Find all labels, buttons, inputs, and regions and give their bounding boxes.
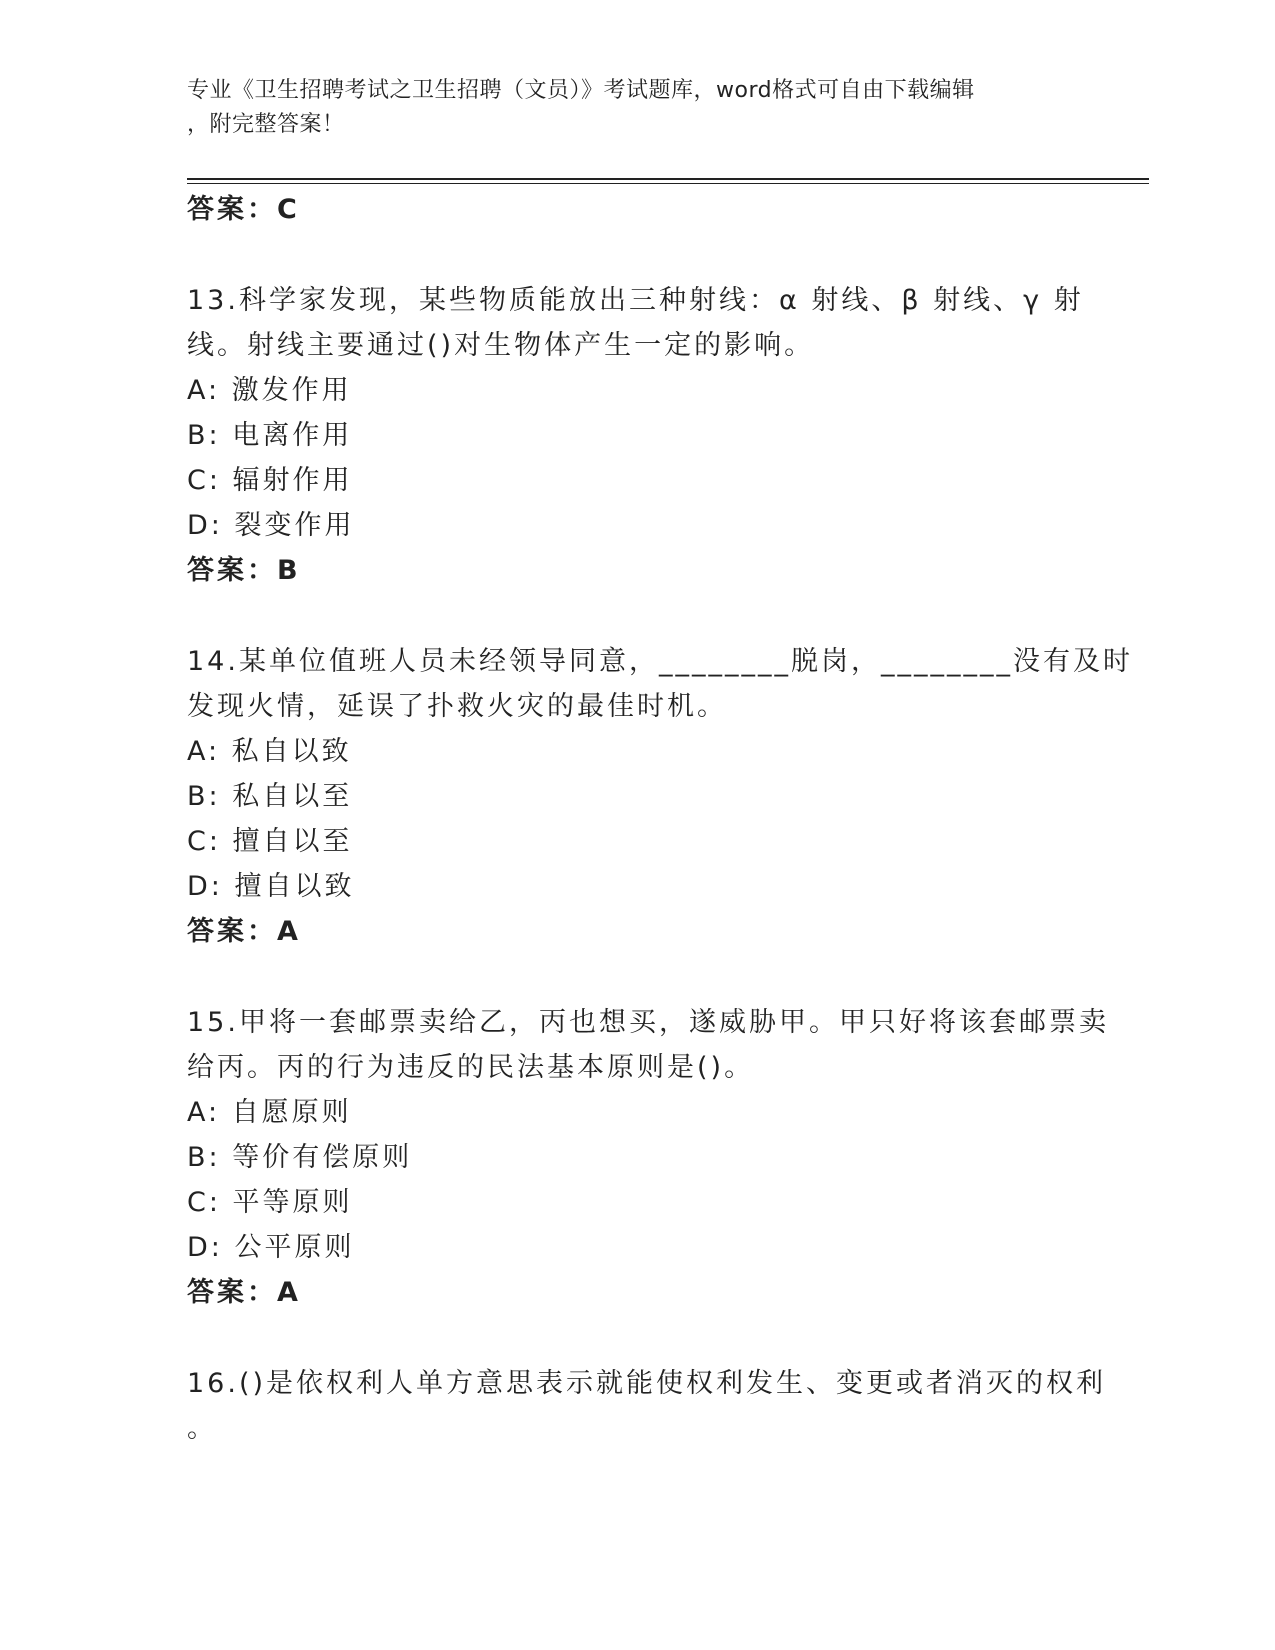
question-13 bbox=[187, 278, 1084, 593]
header-line-1: 专业《卫生招聘考试之卫生招聘（文员）》考试题库，word格式可自由下载编辑 bbox=[187, 78, 975, 103]
option-d: D: 裂变作用 bbox=[187, 510, 355, 541]
question-text-line-1: 14.某单位值班人员未经领导同意，________脱岗，________没有及时 bbox=[187, 646, 1133, 677]
question-text-line-2: 发现火情，延误了扑救火灾的最佳时机。 bbox=[187, 691, 727, 722]
answer: 答案：A bbox=[187, 916, 301, 947]
question-text-line-1: 16.()是依权利人单方意思表示就能使权利发生、变更或者消灭的权利 bbox=[187, 1368, 1107, 1399]
question-text-line-2: 。 bbox=[187, 1413, 217, 1444]
option-b: B: 电离作用 bbox=[187, 420, 353, 451]
header-line-2: ，附完整答案！ bbox=[187, 112, 345, 137]
option-d: D: 擅自以致 bbox=[187, 871, 355, 902]
question-15 bbox=[187, 1000, 1109, 1315]
option-a: A: 激发作用 bbox=[187, 375, 352, 406]
option-c: C: 擅自以至 bbox=[187, 826, 353, 857]
question-text-line-1: 13.科学家发现，某些物质能放出三种射线：α 射线、β 射线、γ 射 bbox=[187, 285, 1084, 316]
question-text-line-2: 给丙。丙的行为违反的民法基本原则是()。 bbox=[187, 1052, 755, 1083]
option-a: A: 自愿原则 bbox=[187, 1097, 352, 1128]
header-divider-thick bbox=[187, 178, 1149, 180]
option-b: B: 等价有偿原则 bbox=[187, 1142, 413, 1173]
option-c: C: 平等原则 bbox=[187, 1187, 353, 1218]
question-text-line-2: 线。射线主要通过()对生物体产生一定的影响。 bbox=[187, 330, 815, 361]
answer: 答案：B bbox=[187, 555, 301, 586]
question-14 bbox=[187, 639, 1133, 954]
answer-prev: 答案：C bbox=[187, 194, 300, 225]
question-text-line-1: 15.甲将一套邮票卖给乙，丙也想买，遂威胁甲。甲只好将该套邮票卖 bbox=[187, 1007, 1109, 1038]
answer: 答案：A bbox=[187, 1277, 301, 1308]
question-16 bbox=[187, 1361, 1107, 1451]
option-a: A: 私自以致 bbox=[187, 736, 352, 767]
document-header bbox=[187, 74, 1067, 142]
option-d: D: 公平原则 bbox=[187, 1232, 355, 1263]
header-divider-thin bbox=[187, 183, 1149, 184]
option-c: C: 辐射作用 bbox=[187, 465, 353, 496]
option-b: B: 私自以至 bbox=[187, 781, 353, 812]
question-list bbox=[187, 187, 1133, 1451]
